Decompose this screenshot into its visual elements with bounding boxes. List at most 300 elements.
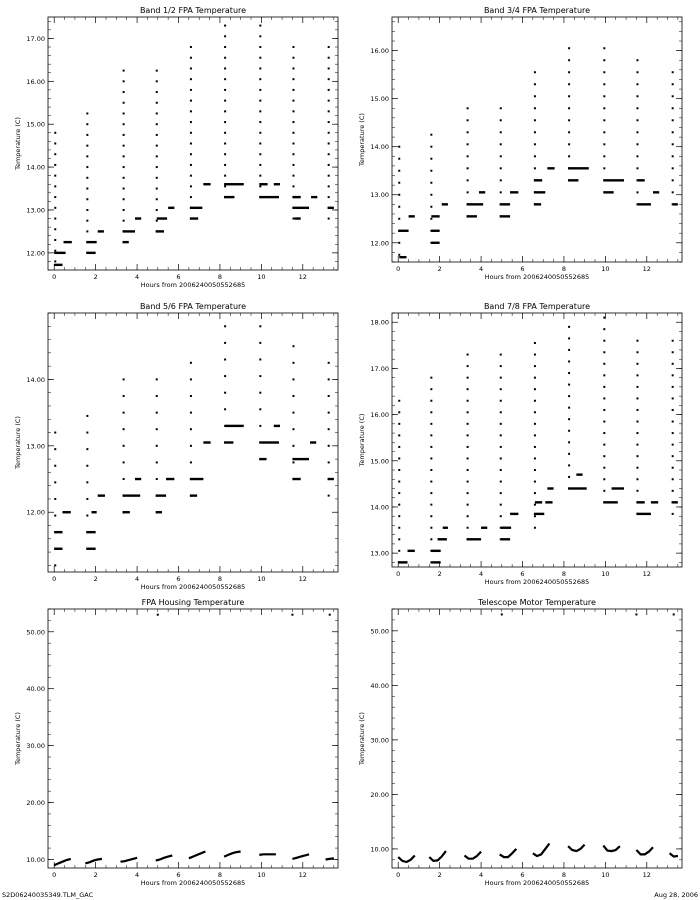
x-tick-label: 2 [93,273,98,281]
data-segment [123,230,135,232]
x-tick-label: 0 [52,273,57,281]
data-point [636,478,638,480]
data-point [123,188,125,190]
data-point [672,351,674,353]
data-segment [64,241,72,243]
data-point [123,134,125,136]
data-point [568,143,570,145]
data-point [224,325,226,327]
data-point [398,242,400,244]
data-point [467,434,469,436]
data-point [636,131,638,133]
data-point [54,143,56,145]
data-point [190,153,192,155]
data-point [156,378,158,380]
data-point [156,166,158,168]
data-segment [568,487,587,489]
data-point [603,432,605,434]
data-point [190,121,192,123]
x-tick-label: 10 [601,265,610,273]
data-point [534,504,536,506]
data-point [568,372,570,374]
data-point [568,155,570,157]
data-point [292,362,294,364]
data-point [86,498,88,500]
data-point [500,411,502,413]
data-point [467,155,469,157]
data-point [328,132,330,134]
data-point [603,421,605,423]
data-segment [500,215,510,217]
data-point [54,481,56,483]
data-point [398,457,400,459]
data-point [224,100,226,102]
data-point [398,423,400,425]
y-tick-label: 13.00 [370,549,389,558]
data-point [603,317,605,319]
x-tick-label: 6 [176,273,181,281]
data-point [86,515,88,517]
data-point [328,143,330,145]
data-point [157,614,159,616]
data-segment [259,183,267,185]
data-point [603,490,605,492]
data-point [603,155,605,157]
data-point [86,481,88,483]
y-tick-label: 16.00 [26,77,45,86]
x-tick-label: 4 [479,871,484,879]
data-point [430,423,432,425]
x-tick-label: 0 [396,570,401,578]
series-line [500,849,517,857]
data-point [123,412,125,414]
data-point [123,428,125,430]
data-point [672,155,674,157]
data-segment [534,513,544,515]
data-point [259,132,261,134]
data-point [328,395,330,397]
data-point [568,47,570,49]
y-tick-label: 17.00 [26,34,45,43]
data-point [603,340,605,342]
data-segment [190,494,197,496]
data-point [500,155,502,157]
y-tick-label: 40.00 [26,685,45,694]
y-tick-label: 30.00 [26,742,45,751]
data-point [259,143,261,145]
series-line [465,852,482,859]
chart-title: Band 3/4 FPA Temperature [483,6,591,15]
y-tick-label: 12.00 [26,508,45,517]
data-point [398,194,400,196]
data-segment [123,494,141,496]
data-point [501,613,503,615]
y-axis-label: Temperature (C) [358,712,366,765]
data-point [292,345,294,347]
data-point [190,378,192,380]
x-tick-label: 10 [257,273,266,281]
data-point [156,112,158,114]
data-point [123,70,125,72]
data-segment [54,548,62,550]
data-segment [603,191,613,193]
data-point [398,158,400,160]
data-point [86,166,88,168]
data-segment [156,494,166,496]
data-point [534,515,536,517]
data-point [259,164,261,166]
data-segment [534,179,542,181]
data-point [467,446,469,448]
data-point [328,100,330,102]
data-point [86,123,88,125]
x-tick-label: 2 [93,871,98,879]
data-point [328,175,330,177]
y-tick-label: 15.00 [370,95,389,104]
data-point [500,191,502,193]
y-tick-label: 16.00 [370,411,389,420]
data-point [259,89,261,91]
data-point [430,492,432,494]
data-point [398,254,400,256]
data-point [398,170,400,172]
data-point [328,46,330,48]
data-segment [545,501,552,503]
data-point [467,411,469,413]
data-point [123,166,125,168]
data-point [636,444,638,446]
chart-4 [358,302,682,586]
y-tick-label: 13.00 [370,191,389,200]
data-point [672,386,674,388]
data-segment [328,478,334,480]
data-segment [431,242,439,244]
data-segment [399,256,406,258]
data-point [603,119,605,121]
data-segment [224,183,244,185]
data-point [123,80,125,82]
data-point [636,95,638,97]
data-point [54,448,56,450]
data-point [54,515,56,517]
data-point [292,445,294,447]
data-point [430,134,432,136]
data-point [123,123,125,125]
data-point [86,155,88,157]
data-point [224,35,226,37]
data-point [500,492,502,494]
y-tick-label: 20.00 [370,790,389,799]
x-tick-label: 8 [561,871,566,879]
data-segment [500,203,510,205]
data-point [603,167,605,169]
data-point [291,614,293,616]
data-segment [135,478,141,480]
data-point [292,121,294,123]
x-tick-label: 8 [217,871,222,879]
x-tick-label: 6 [520,871,525,879]
data-point [292,175,294,177]
data-point [54,185,56,187]
data-segment [292,207,309,209]
y-tick-label: 10.00 [26,855,45,864]
data-point [568,441,570,443]
data-point [534,377,536,379]
data-point [156,177,158,179]
data-point [259,110,261,112]
data-point [54,164,56,166]
data-point [500,469,502,471]
data-point [636,363,638,365]
chart-3 [14,302,338,591]
data-point [467,107,469,109]
x-tick-label: 2 [437,265,442,273]
data-point [54,228,56,230]
data-point [328,67,330,69]
data-point [500,515,502,517]
series-line [398,856,415,863]
data-point [672,119,674,121]
data-point [259,358,261,360]
data-point [672,83,674,85]
data-point [430,388,432,390]
data-point [259,408,261,410]
data-point [328,153,330,155]
data-point [603,374,605,376]
data-point [398,434,400,436]
data-point [467,191,469,193]
data-segment [54,252,65,254]
data-point [568,476,570,478]
y-tick-label: 50.00 [370,627,389,636]
data-segment [443,527,448,529]
data-segment [651,501,658,503]
x-tick-label: 12 [298,871,307,879]
data-point [603,397,605,399]
data-point [156,123,158,125]
data-point [398,206,400,208]
data-point [259,57,261,59]
data-point [636,397,638,399]
data-segment [534,191,545,193]
x-tick-label: 4 [135,575,140,583]
y-tick-label: 14.00 [26,375,45,384]
data-point [123,155,125,157]
series-line [156,856,173,861]
data-point [398,411,400,413]
data-point [292,143,294,145]
y-tick-label: 18.00 [370,318,389,327]
data-point [500,434,502,436]
chart-6 [358,598,682,887]
data-point [568,360,570,362]
data-point [328,495,330,497]
y-tick-label: 12.00 [26,249,45,258]
data-point [292,132,294,134]
data-point [534,481,536,483]
series-line [224,852,241,857]
x-axis-label: Hours from 2006240050552685 [140,583,246,591]
data-point [54,432,56,434]
data-point [292,153,294,155]
data-point [259,375,261,377]
data-point [467,400,469,402]
data-point [54,250,56,252]
data-point [86,220,88,222]
data-segment [431,215,439,217]
data-segment [203,183,210,185]
data-point [534,155,536,157]
data-segment [510,191,518,193]
y-tick-label: 15.00 [370,457,389,466]
data-segment [274,183,280,185]
data-point [328,412,330,414]
data-point [534,119,536,121]
x-tick-label: 10 [257,871,266,879]
data-point [123,112,125,114]
data-point [534,527,536,529]
x-axis-label: Hours from 2006240050552685 [484,273,590,281]
x-tick-label: 0 [396,265,401,273]
data-point [635,613,637,615]
data-point [292,428,294,430]
data-point [86,177,88,179]
data-point [500,167,502,169]
data-point [259,175,261,177]
data-point [636,167,638,169]
series-line [533,844,550,857]
data-point [398,550,400,552]
data-point [534,95,536,97]
data-segment [292,196,300,198]
data-point [54,465,56,467]
chart-2 [358,6,682,281]
data-point [672,455,674,457]
data-point [430,457,432,459]
data-segment [578,167,588,169]
series-line [189,852,206,859]
x-tick-label: 8 [561,265,566,273]
data-segment [603,501,618,503]
y-tick-label: 14.00 [26,163,45,172]
series-line [292,854,309,859]
data-point [156,445,158,447]
data-point [467,469,469,471]
y-axis-label: Temperature (C) [358,113,366,166]
data-point [603,143,605,145]
data-point [292,46,294,48]
data-point [328,378,330,380]
data-point [398,446,400,448]
footer-filename: S2D06240035349.TLM_GAC [2,891,94,899]
series-line [636,847,653,854]
data-segment [431,550,440,552]
data-segment [157,217,167,219]
data-point [156,70,158,72]
data-point [224,185,226,187]
data-point [467,481,469,483]
data-point [603,71,605,73]
data-point [467,131,469,133]
data-point [123,145,125,147]
data-segment [259,441,279,443]
data-point [259,153,261,155]
x-tick-label: 8 [561,570,566,578]
y-tick-label: 10.00 [370,845,389,854]
data-point [224,132,226,134]
series-line [121,858,138,862]
series-line [568,845,585,852]
data-point [224,46,226,48]
data-segment [86,252,95,254]
data-segment [431,561,440,563]
data-segment [398,230,408,232]
data-segment [224,441,233,443]
data-point [568,407,570,409]
data-point [636,490,638,492]
data-point [54,153,56,155]
data-segment [467,215,477,217]
data-segment [510,513,518,515]
data-point [568,326,570,328]
x-tick-label: 4 [479,265,484,273]
data-point [534,143,536,145]
data-point [190,196,192,198]
data-point [603,351,605,353]
data-point [467,527,469,529]
data-point [86,134,88,136]
data-segment [576,473,582,475]
data-point [636,143,638,145]
data-point [292,57,294,59]
data-point [467,423,469,425]
x-tick-label: 6 [520,265,525,273]
data-point [603,107,605,109]
data-segment [637,179,644,181]
x-tick-label: 4 [135,871,140,879]
data-segment [295,217,301,219]
data-point [156,461,158,463]
data-segment [92,511,97,513]
data-segment [568,167,578,169]
data-point [86,188,88,190]
data-point [568,59,570,61]
data-point [259,342,261,344]
data-point [534,388,536,390]
series-line [429,851,446,861]
data-segment [292,478,300,480]
data-point [467,515,469,517]
series-line [54,859,71,865]
data-point [123,378,125,380]
y-tick-label: 14.00 [370,143,389,152]
data-segment [166,478,174,480]
data-point [500,179,502,181]
data-point [603,131,605,133]
data-point [328,185,330,187]
data-point [500,131,502,133]
data-point [259,325,261,327]
data-point [672,167,674,169]
data-point [568,430,570,432]
data-segment [328,207,334,209]
data-point [636,467,638,469]
data-point [603,467,605,469]
data-point [636,374,638,376]
data-point [672,363,674,365]
data-point [672,467,674,469]
data-point [672,340,674,342]
